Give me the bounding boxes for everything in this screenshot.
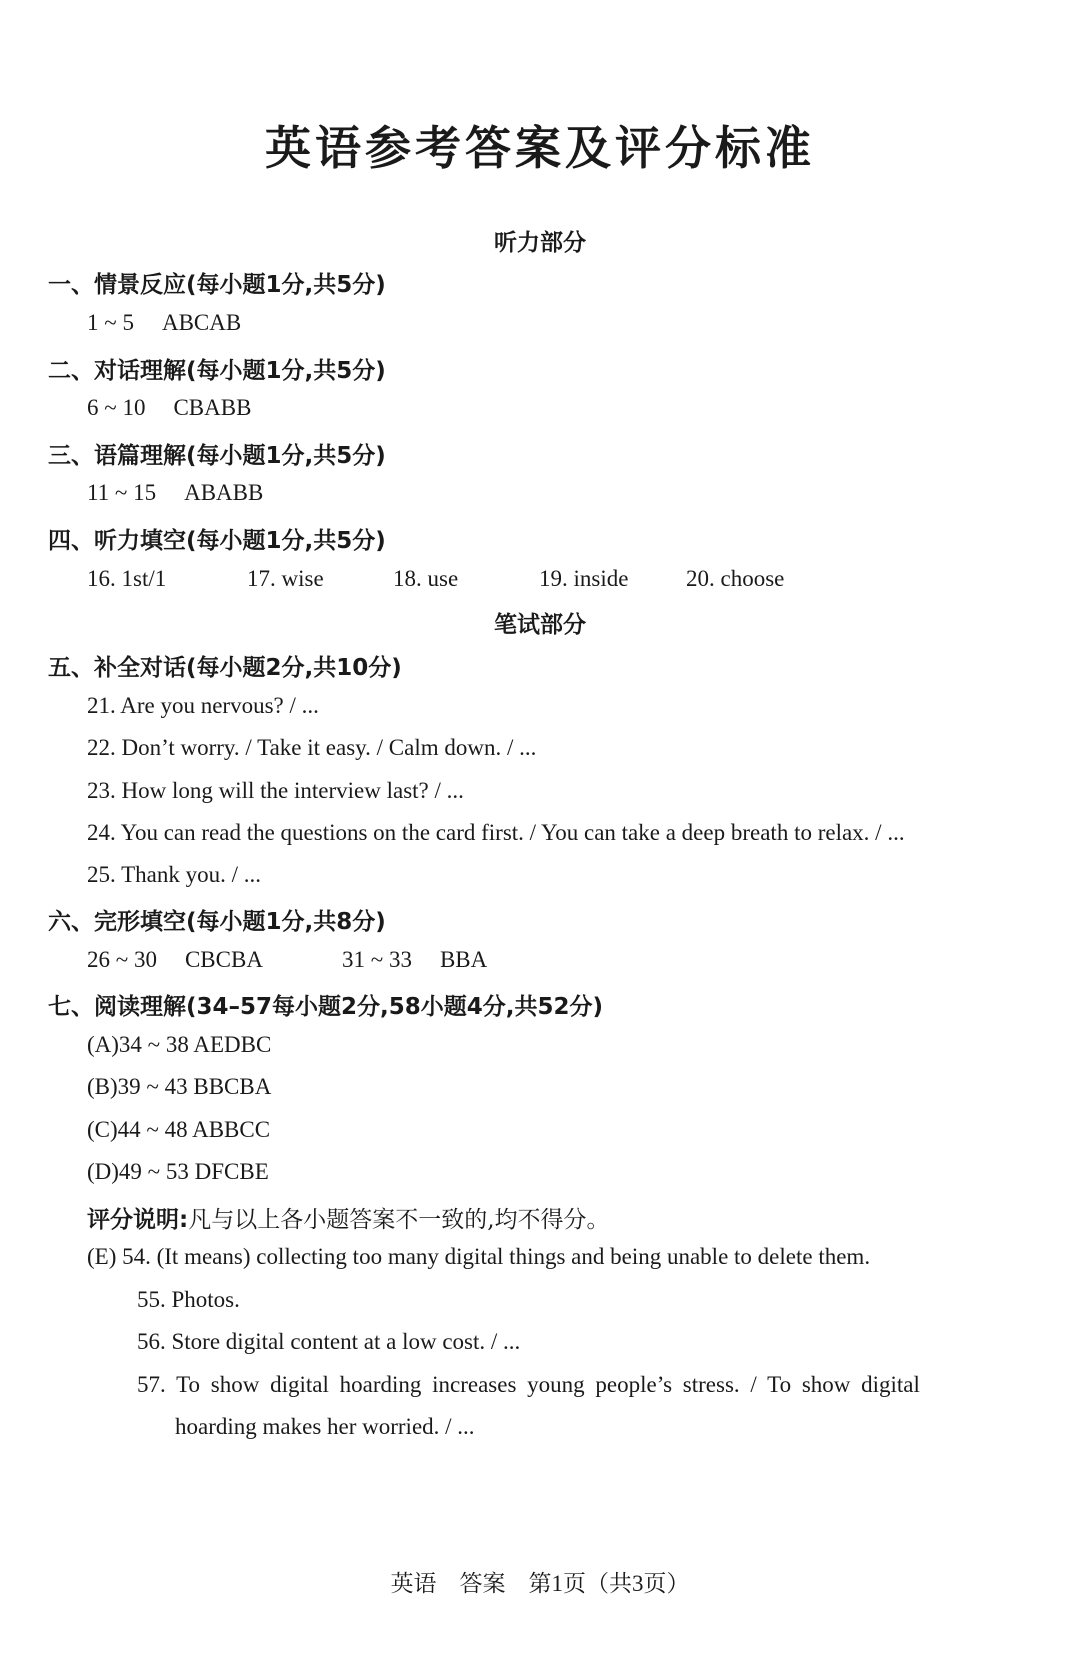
answer-letters: CBABB: [173, 395, 252, 420]
section-2-answers: [87, 395, 251, 421]
answer-range: 1 ~ 5: [87, 310, 134, 335]
section-5-title: 五、补全对话(每小题2分,共10分): [48, 655, 402, 681]
section-3-title: 三、语篇理解(每小题1分,共5分): [48, 443, 386, 469]
dialogue-item-24: 24. You can read the questions on the card first. / You can take a deep breath to relax. / ...: [87, 820, 905, 845]
section-6-title: 六、完形填空(每小题1分,共8分): [48, 909, 386, 935]
section-1-answers: [87, 310, 241, 336]
dialogue-item-21: 21. Are you nervous? / ...: [87, 693, 319, 718]
fill-item-19: 19. inside: [539, 566, 629, 591]
answer-letters: ABABB: [184, 480, 264, 505]
fill-item-16: 16. 1st/1: [87, 566, 167, 591]
dialogue-item-25: 25. Thank you. / ...: [87, 862, 261, 887]
fill-item-20: 20. choose: [686, 566, 785, 591]
page-footer: 英语 答案 第1页（共3页）: [390, 1571, 690, 1596]
reading-item-d: (D)49 ~ 53 DFCBE: [87, 1159, 269, 1184]
page-title: 英语参考答案及评分标准: [265, 121, 815, 175]
scoring-note: [87, 1201, 610, 1234]
fill-item-17: 17. wise: [247, 566, 324, 591]
listening-heading: 听力部分: [494, 230, 586, 256]
reading-e-q57: 57. To show digital hoarding increases young people’s stress. / To show digital: [137, 1372, 920, 1397]
scoring-note-text: 凡与以上各小题答案不一致的,均不得分。: [188, 1207, 610, 1233]
reading-item-c: (C)44 ~ 48 ABBCC: [87, 1117, 271, 1142]
reading-e-q55: 55. Photos.: [137, 1287, 240, 1312]
section-3-answers: [87, 480, 263, 506]
scoring-note-label: 评分说明:: [87, 1207, 189, 1233]
section-7-title: 七、阅读理解(34–57每小题2分,58小题4分,共52分): [48, 994, 604, 1020]
fill-item-18: 18. use: [393, 566, 459, 591]
answer-letters: CBCBA: [184, 947, 263, 972]
dialogue-item-22: 22. Don’t worry. / Take it easy. / Calm down. / ...: [87, 735, 537, 760]
dialogue-item-23: 23. How long will the interview last? / ...: [87, 778, 464, 803]
section-4-title: 四、听力填空(每小题1分,共5分): [48, 528, 386, 554]
reading-e-q54: (E) 54. (It means) collecting too many digital things and being unable to delete them.: [87, 1244, 871, 1269]
reading-item-b: (B)39 ~ 43 BBCBA: [87, 1074, 272, 1099]
section-2-title: 二、对话理解(每小题1分,共5分): [48, 358, 386, 384]
reading-item-a: (A)34 ~ 38 AEDBC: [87, 1032, 272, 1057]
answer-range: 6 ~ 10: [87, 395, 146, 420]
answer-range: 11 ~ 15: [87, 480, 157, 505]
section-6-answers-a: [87, 947, 263, 973]
section-1-title: 一、情景反应(每小题1分,共5分): [48, 272, 386, 298]
answer-letters: BBA: [439, 947, 488, 972]
answer-range: 31 ~ 33: [342, 947, 412, 972]
writing-heading: 笔试部分: [494, 612, 586, 638]
section-6-answers-b: [342, 947, 487, 973]
answer-range: 26 ~ 30: [87, 947, 157, 972]
reading-e-q57-continued: hoarding makes her worried. / ...: [175, 1414, 475, 1439]
answer-letters: ABCAB: [161, 310, 242, 335]
reading-e-q56: 56. Store digital content at a low cost. / ...: [137, 1329, 521, 1354]
